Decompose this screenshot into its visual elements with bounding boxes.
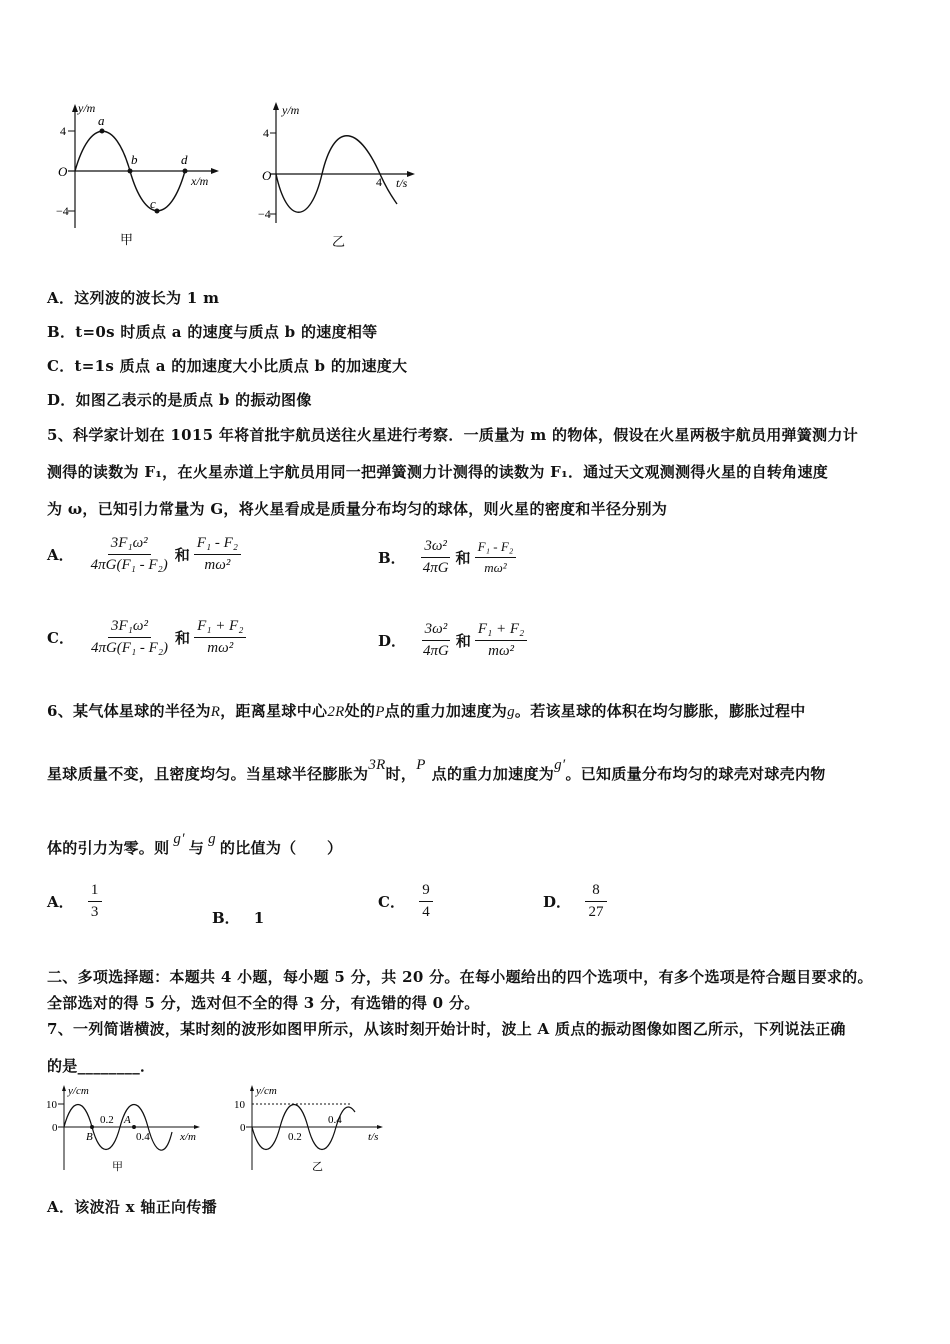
x-label: x/m — [180, 1131, 196, 1143]
origin-label: O — [58, 164, 68, 179]
y-label: y/m — [282, 103, 300, 117]
point-a-label: a — [98, 113, 105, 128]
q4-option-c: C．t=1s 质点 a 的加速度大小比质点 b 的加速度大 — [47, 357, 408, 375]
origin-label: O — [262, 168, 272, 183]
caption: 甲 — [112, 1161, 123, 1173]
x-axis-arrow — [211, 168, 219, 174]
q7-vibration-figure-yi — [230, 1082, 400, 1177]
q6-stem-line2: 星球质量不变，且密度均匀。当星球半径膨胀为3R时，P 点的重力加速度为g′。已知质量分布均匀的球壳对球壳内物 — [47, 757, 826, 783]
q6-option-c: C． $\frac{9}{4}$ — [378, 882, 433, 921]
x2-label: 0.4 — [136, 1131, 150, 1143]
t-label: t/s — [396, 176, 408, 190]
caption: 乙 — [312, 1161, 323, 1173]
point-a — [132, 1125, 136, 1129]
q5-option-d: D． $\frac{\text{3ω²}}{4\pi G}$ 和 $\frac{\text{F₁ + F₂}}{\text{mω²}}$ — [378, 621, 527, 660]
q7-stem-line2: 的是________． — [47, 1057, 156, 1075]
t-axis-arrow — [407, 171, 415, 177]
x1-label: 0.2 — [100, 1114, 114, 1126]
point-d — [183, 169, 188, 174]
q5-option-a: A． $\frac{\text{3F₁ω²}}{\text{4πG(F₁ - F₂)}}$ 和 $\frac{\text{F₁ - F₂}}{\text{mω²}}$ — [47, 535, 241, 574]
caption: 甲 — [120, 232, 134, 247]
y-axis-arrow — [62, 1085, 66, 1091]
y-val-label: 10 — [46, 1099, 57, 1111]
t-axis-arrow — [377, 1125, 383, 1129]
section2-heading-line2: 全部选对的得 5 分，选对但不全的得 3 分，有选错的得 0 分。 — [47, 994, 480, 1012]
section2-heading-line1: 二、多项选择题：本题共 4 小题，每小题 5 分，共 20 分。在每小题给出的四个选项中，有多个选项是符合题目要求的。 — [47, 968, 873, 986]
q4-option-d: D．如图乙表示的是质点 b 的振动图像 — [47, 391, 312, 409]
t1-label: 0.2 — [288, 1131, 302, 1143]
q6-option-d: D． $\frac{8}{27}$ — [543, 882, 607, 921]
y-label: y/cm — [68, 1085, 89, 1097]
y-pos-label: 4 — [60, 124, 66, 138]
x-label: x/m — [191, 174, 209, 188]
q7-wave-figure-jia — [42, 1082, 212, 1177]
q5-option-b: B． $\frac{\text{3ω²}}{4\pi G}$ 和 $\frac{\text{F₁ - F₂}}{\text{mω²}}$ — [378, 538, 516, 577]
y-pos-label: 4 — [263, 126, 269, 140]
q5-stem-line2: 测得的读数为 F₁，在火星赤道上宇航员用同一把弹簧测力计测得的读数为 F₁．通过天文观测测得火星的自转角速度 — [47, 463, 829, 481]
t-mark-label: 4 — [376, 175, 382, 189]
y-label: y/cm — [256, 1085, 277, 1097]
point-a — [100, 129, 105, 134]
vibration-figure-yi — [250, 98, 430, 253]
q6-option-a: A． $\frac{1}{3}$ — [47, 882, 102, 921]
point-d-label: d — [181, 152, 188, 167]
origin-label: 0 — [240, 1122, 246, 1134]
point-b — [90, 1125, 94, 1129]
y-neg-label: −4 — [56, 204, 69, 218]
q6-option-b: B． 1 — [212, 908, 265, 927]
q7-option-a: A．该波沿 x 轴正向传播 — [47, 1198, 217, 1216]
point-b-label: b — [131, 152, 138, 167]
y-axis-arrow — [273, 102, 279, 110]
q7-stem-line1: 7、一列简谐横波，某时刻的波形如图甲所示，从该时刻开始计时，波上 A 质点的振动图像如图乙所示，下列说法正确 — [47, 1020, 846, 1038]
origin-label: 0 — [52, 1122, 58, 1134]
point-c-label: c — [150, 196, 156, 211]
x-axis-arrow — [194, 1125, 200, 1129]
y-val-label: 10 — [234, 1099, 245, 1111]
caption: 乙 — [332, 234, 346, 249]
t2-label: 0.4 — [328, 1114, 342, 1126]
q5-stem-line1: 5、科学家计划在 1015 年将首批宇航员送往火星进行考察．一质量为 m 的物体，假设在火星两极宇航员用弹簧测力计 — [47, 426, 859, 444]
q4-option-a: A．这列波的波长为 1 m — [47, 289, 220, 307]
q6-stem-line1: 6、某气体星球的半径为R，距离星球中心2R处的P点的重力加速度为g。若该星球的体积在均匀膨胀，膨胀过程中 — [47, 702, 806, 720]
q5-stem-line3: 为 ω，已知引力常量为 G，将火星看成是质量分布均匀的球体，则火星的密度和半径分别为 — [47, 500, 668, 518]
wave-figure-jia — [40, 98, 240, 248]
point-b-label: B — [86, 1131, 93, 1143]
y-axis-arrow — [250, 1085, 254, 1091]
q4-option-b: B．t=0s 时质点 a 的速度与质点 b 的速度相等 — [47, 323, 378, 341]
t-label: t/s — [368, 1131, 379, 1143]
y-label: y/m — [78, 101, 96, 115]
q6-stem-line3: 体的引力为零。则 g′ 与 g 的比值为（ ） — [47, 831, 343, 857]
q5-option-c: C． $\frac{\text{3F₁ω²}}{\text{4πG(F₁ - F₂)}}$ 和 $\frac{\text{F₁ + F₂}}{\text{mω²}}$ — [47, 618, 246, 657]
point-a-label: A — [124, 1114, 131, 1126]
point-b — [128, 169, 133, 174]
y-neg-label: −4 — [258, 207, 271, 221]
